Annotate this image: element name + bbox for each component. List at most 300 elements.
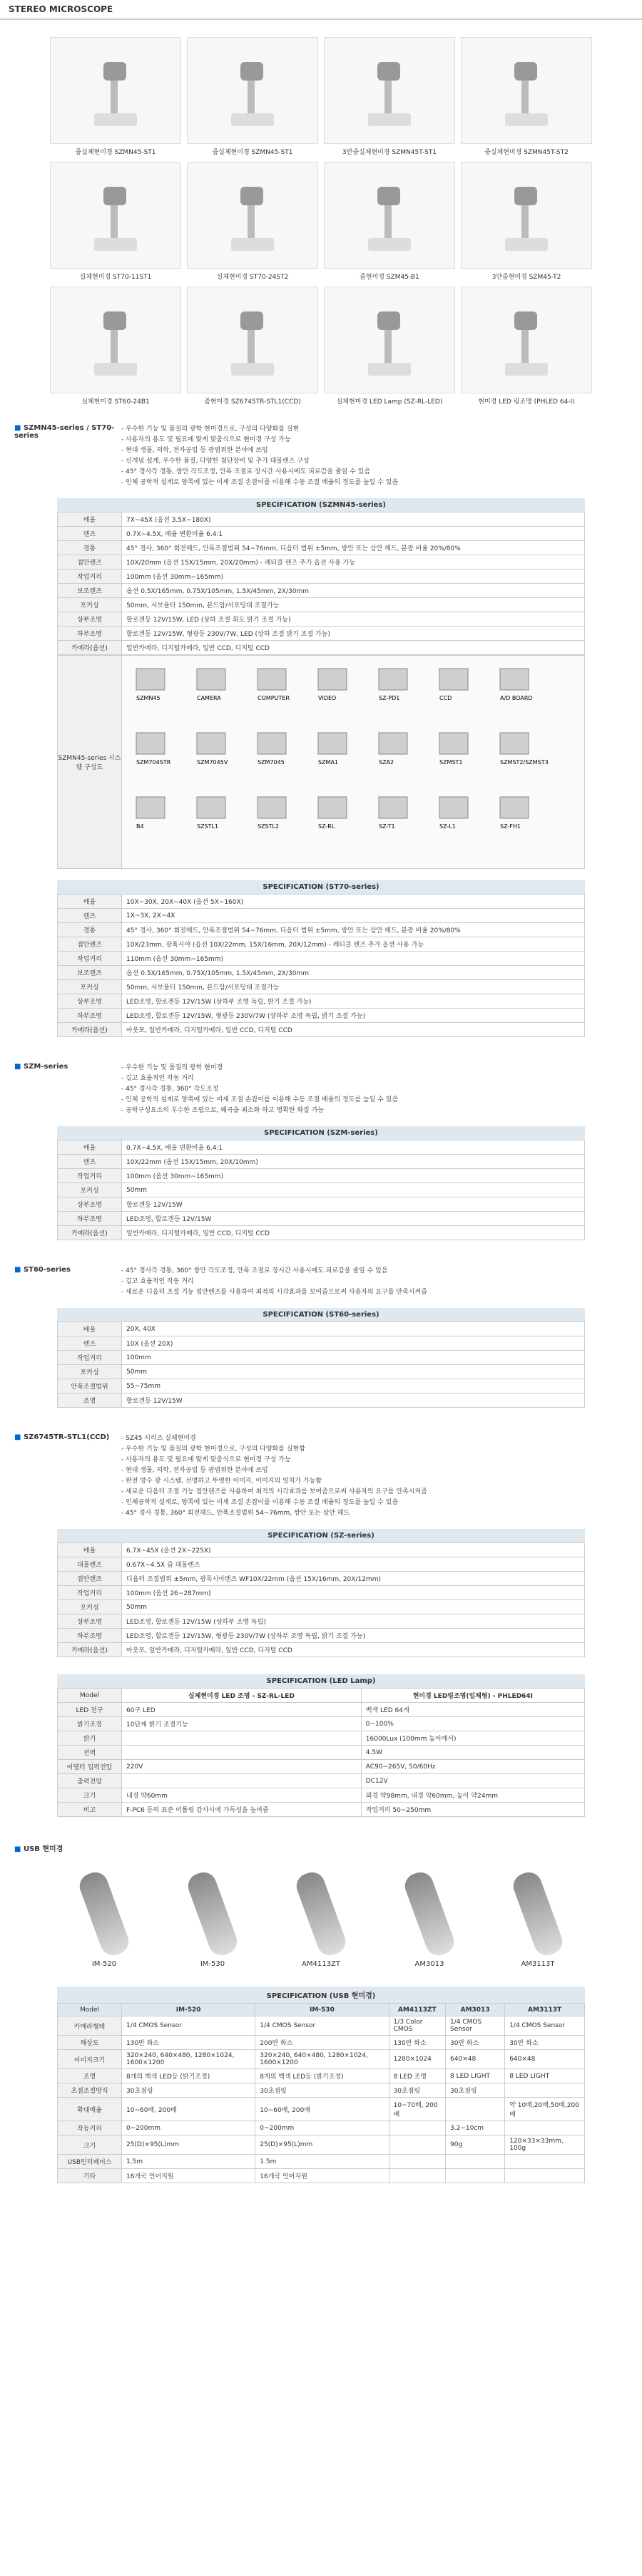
diagram-component-icon <box>439 797 468 818</box>
diagram-component-icon <box>258 733 286 754</box>
microscope-icon <box>91 55 141 126</box>
spec-value: 1.5m <box>255 2155 389 2169</box>
microscope-base <box>94 363 137 376</box>
spec-row <box>58 2121 585 2135</box>
spec-value: DC12V <box>361 1774 584 1788</box>
diagram-component-icon <box>379 733 407 754</box>
microscope-icon <box>365 304 414 376</box>
diagram-component-label: SZ-L1 <box>439 823 456 830</box>
bullet-line: - 새로운 디옵터 조절 기능 접안렌즈를 사용하여 최적의 시각효과를 보여줌으로써 사용자의 요구를 만족시켜줌 <box>121 1488 427 1495</box>
spec-value: 50mm <box>122 1183 585 1197</box>
section-usb <box>0 1831 642 1856</box>
spec-value: 16개국 언어지원 <box>122 2169 255 2183</box>
usb-item <box>278 1867 364 1968</box>
bullet-line: - 길고 효율적인 작동 거리 <box>121 1075 194 1082</box>
spec-value: 20X, 40X <box>122 1322 585 1336</box>
product-caption: 현미경 LED 링조명 (PHLED 64-I) <box>478 398 575 406</box>
spec-value: 0.7X~4.5X, 배율 변환비율 6.4:1 <box>122 1140 585 1155</box>
diagram-component-label: CAMERA <box>197 695 221 701</box>
diagram-component-icon <box>197 669 225 690</box>
diagram-component-icon <box>439 733 468 754</box>
product-card <box>461 37 592 156</box>
spec-key: 하부조명 <box>58 627 122 641</box>
spec-key: 밝기조정 <box>58 1717 122 1731</box>
usb-caption: IM-520 <box>91 1960 117 1968</box>
spec-value: 8 LED LIGHT <box>446 2069 505 2083</box>
product-card <box>50 37 181 156</box>
usb-item <box>495 1867 581 1968</box>
spec-value <box>505 2169 585 2183</box>
microscope-head <box>377 62 400 81</box>
spec-value: 100mm (옵션 30mm~165mm) <box>122 570 585 584</box>
diagram-component-label: COMPUTER <box>258 695 290 701</box>
spec-header: AM4113ZT <box>389 2004 445 2016</box>
spec-value: 30초점링 <box>255 2083 389 2098</box>
diagram-component-icon <box>197 733 225 754</box>
spec-key: 포커싱 <box>58 598 122 612</box>
spec-value: 할로겐등 12V/15W, LED (상하 조절 휘도 밝기 조절 가능) <box>122 612 585 627</box>
spec-value <box>122 1774 362 1788</box>
diagram-component-label: SZSTL1 <box>197 823 219 830</box>
spec-row <box>58 1023 585 1037</box>
microscope-head <box>103 311 126 330</box>
spec-key: 이미지크기 <box>58 2050 122 2069</box>
spec-row <box>58 1169 585 1183</box>
spec-value: 6.7X~45X (옵션 2X~225X) <box>122 1543 585 1557</box>
spec-value: 8 LED 조명 <box>389 2069 445 2083</box>
spec-value: 60구 LED <box>122 1703 362 1717</box>
spec-value <box>446 2169 505 2183</box>
spec-value: 640×48 <box>446 2050 505 2069</box>
spec-value: 1/4 CMOS Sensor <box>446 2016 505 2036</box>
diagram-component-label: SZ-PD1 <box>379 695 400 701</box>
series-title: ■ SZ6745TR-STL1(CCD) <box>14 1433 121 1519</box>
spec-key: 크기 <box>58 2135 122 2155</box>
spec-title: SPECIFICATION (SZMN45-series) <box>57 498 585 512</box>
microscope-head <box>103 62 126 81</box>
spec-key: 경통 <box>58 541 122 555</box>
spec-key: 상부조명 <box>58 994 122 1009</box>
spec-value: 아웃포, 일반카메라, 디지털카메라, 일반 CCD, 디지털 CCD <box>122 1023 585 1037</box>
bullet-line: - 45° 경사각 경통, 360° 쌍안 각도조정, 안폭 조절로 장시간 사용시에도 피로감을 줄일 수 있음 <box>121 1267 388 1274</box>
spec-value: LED조명, 할로겐등 12V/15W (상하부 조명 독립, 밝기 조절 가능) <box>122 994 585 1009</box>
spec-header-row <box>58 1689 585 1703</box>
diagram-component-icon <box>500 797 529 818</box>
spec-value: 내경 약60mm <box>122 1788 362 1803</box>
spec-value: 0~200mm <box>122 2121 255 2135</box>
spec-header: AM3113T <box>505 2004 585 2016</box>
spec-key: LED 전구 <box>58 1703 122 1717</box>
spec-value: 30초점링 <box>446 2083 505 2098</box>
diagram-component-label: B4 <box>136 823 144 830</box>
spec-row <box>58 641 585 655</box>
spec-row <box>58 980 585 994</box>
spec-key: 렌즈 <box>58 1336 122 1351</box>
microscope-base <box>231 238 274 251</box>
bullet-line: - 인체공학적 설계로, 양쪽에 있는 미세 조절 손잡이를 이용해 수동 조절 배율의 정도를 높일 수 있음 <box>121 1499 399 1506</box>
spec-row <box>58 909 585 923</box>
spec-row <box>58 1703 585 1717</box>
product-image <box>324 287 455 393</box>
section-szmn <box>0 413 642 491</box>
spec-title: SPECIFICATION (SZM-series) <box>57 1126 585 1140</box>
spec-value: 10X/22mm (옵션 15X/15mm, 20X/10mm) <box>122 1155 585 1169</box>
microscope-icon <box>365 180 414 251</box>
spec-key: 포커싱 <box>58 1365 122 1379</box>
spec-key: 보조렌즈 <box>58 966 122 980</box>
microscope-head <box>377 187 400 205</box>
bullet-line: - 신개념 설계, 우수한 품질, 다양한 첨단장비 및 추가 대물렌즈 구성 <box>121 458 310 465</box>
usb-microscope-icon <box>402 1869 458 1959</box>
spec-title: SPECIFICATION (LED Lamp) <box>57 1674 585 1688</box>
spec-row <box>58 1643 585 1657</box>
spec-value: 10~60배, 200배 <box>255 2098 389 2121</box>
spec-value: 1/4 CMOS Sensor <box>505 2016 585 2036</box>
spec-value: 100mm <box>122 1351 585 1365</box>
microscope-icon <box>501 55 551 126</box>
spec-key: 초점조절방식 <box>58 2083 122 2098</box>
microscope-icon <box>91 304 141 376</box>
microscope-icon <box>91 180 141 251</box>
diagram-svg <box>122 656 584 868</box>
bullet-line: - 공학구성요소의 우수한 조립으로, 왜곡을 최소화 하고 명확한 화질 가능 <box>121 1107 324 1114</box>
product-image <box>187 162 318 269</box>
microscope-base <box>505 113 548 126</box>
spec-row <box>58 1572 585 1586</box>
product-card <box>50 287 181 406</box>
spec-key: 렌즈 <box>58 1155 122 1169</box>
usb-microscope-icon <box>76 1869 133 1959</box>
spec-table <box>57 2003 585 2183</box>
spec-row <box>58 1155 585 1169</box>
product-card <box>50 162 181 281</box>
diagram-component-icon <box>136 669 165 690</box>
spec-value: 1/4 CMOS Sensor <box>255 2016 389 2036</box>
diagram-component-label: CCD <box>439 695 452 701</box>
spec-value: F-PC6 등의 표준 미톨링 감사시에 가득성을 높여줌 <box>122 1803 362 1817</box>
spec-row <box>58 1183 585 1197</box>
spec-row <box>58 1717 585 1731</box>
spec-value <box>505 2083 585 2098</box>
spec-key: 작업거리 <box>58 1169 122 1183</box>
bullet-line: - 완전 방수 광 시스템, 선명하고 뚜렷한 이미지, 이미지의 일치가 가능함 <box>121 1478 322 1485</box>
spec-row <box>58 1197 585 1212</box>
spec-key: 보조렌즈 <box>58 584 122 598</box>
spec-value: 30만 화소 <box>446 2036 505 2050</box>
spec-value: 백색 LED 64개 <box>361 1703 584 1717</box>
diagram-component-label: SZM7045 <box>258 759 285 766</box>
spec-value: 작업거리 50~250mm <box>361 1803 584 1817</box>
diagram-component-icon <box>136 733 165 754</box>
diagram-component-label: SZ-FH1 <box>500 823 521 830</box>
spec-row <box>58 2050 585 2069</box>
spec-row <box>58 598 585 612</box>
microscope-head <box>514 187 537 205</box>
microscope-base <box>368 363 411 376</box>
spec-header: IM-530 <box>255 2004 389 2016</box>
microscope-base <box>231 363 274 376</box>
page-title: STEREO MICROSCOPE <box>0 0 642 20</box>
spec-key: 포커싱 <box>58 1600 122 1614</box>
spec-row <box>58 2155 585 2169</box>
spec-header: 현미경 LED링조명(일체형) - PHLED64I <box>361 1689 584 1703</box>
usb-image <box>387 1867 472 1960</box>
spec-value: 50mm <box>122 1600 585 1614</box>
spec-value: 10단계 밝기 조절기능 <box>122 1717 362 1731</box>
spec-value <box>389 2121 445 2135</box>
spec-key: 렌즈 <box>58 909 122 923</box>
diagram-component-icon <box>318 669 347 690</box>
spec-row <box>58 2069 585 2083</box>
spec-value <box>389 2155 445 2169</box>
spec-header: IM-520 <box>122 2004 255 2016</box>
spec-value: 1/3 Color CMOS <box>389 2016 445 2036</box>
spec-key: 포커싱 <box>58 980 122 994</box>
spec-row <box>58 1212 585 1226</box>
series-bullets <box>121 1063 628 1116</box>
product-card <box>187 287 318 406</box>
spec-row <box>58 966 585 980</box>
product-caption: 3안줌실체현미경 SZMN45T-ST1 <box>342 149 437 156</box>
spec-title: SPECIFICATION (ST70-series) <box>57 880 585 894</box>
diagram-component-icon <box>318 797 347 818</box>
usb-item <box>61 1867 147 1968</box>
product-caption: 실체현미경 ST70-11ST1 <box>79 274 152 281</box>
spec-value: 0.7X~4.5X, 배율 변환비율 6.4:1 <box>122 527 585 541</box>
bullet-line: - 현대 생물, 의학, 전자공업 등 광범위한 분야에 쓰임 <box>121 1467 268 1474</box>
diagram-component-label: SZ-RL <box>318 823 335 830</box>
spec-value: 10X (옵션 20X) <box>122 1336 585 1351</box>
bullet-line: - 45° 경사각 경통, 360° 각도조정 <box>121 1086 219 1093</box>
spec-key: 대물렌즈 <box>58 1557 122 1572</box>
spec-value: 일반카메라, 디지털카메라, 일반 CCD, 디지털 CCD <box>122 641 585 655</box>
usb-caption: AM4113ZT <box>302 1960 340 1968</box>
usb-item <box>387 1867 472 1968</box>
usb-caption: IM-530 <box>200 1960 225 1968</box>
spec-row <box>58 512 585 527</box>
spec-row <box>58 1393 585 1408</box>
spec-value: 10~70배, 200배 <box>389 2098 445 2121</box>
diagram-component-icon <box>500 669 529 690</box>
spec-value: 외경 약98mm, 내경 약60mm, 높이 약24mm <box>361 1788 584 1803</box>
spec-value <box>505 2155 585 2169</box>
spec-value: 3.2~10cm <box>446 2121 505 2135</box>
spec-value: 110mm (옵션 30mm~165mm) <box>122 952 585 966</box>
spec-row <box>58 2016 585 2036</box>
product-card <box>324 37 455 156</box>
spec-table <box>57 1542 585 1657</box>
series-bullets <box>121 1266 628 1298</box>
spec-value: 120×33×33mm, 100g <box>505 2135 585 2155</box>
spec-value: 25(D)×95(L)mm <box>255 2135 389 2155</box>
usb-image <box>495 1867 581 1960</box>
spec-value <box>446 2098 505 2121</box>
spec-row <box>58 1629 585 1643</box>
series-title: ■ ST60-series <box>14 1266 121 1298</box>
spec-key: 배율 <box>58 1543 122 1557</box>
diagram-component-icon <box>258 797 286 818</box>
spec-key: 출력전압 <box>58 1774 122 1788</box>
spec-value: 10~60배, 200배 <box>122 2098 255 2121</box>
spec-row <box>58 1746 585 1760</box>
spec-value: 0~100% <box>361 1717 584 1731</box>
spec-row <box>58 2098 585 2121</box>
spec-value: 1280×1024 <box>389 2050 445 2069</box>
microscope-head <box>240 311 263 330</box>
spec-key: 배율 <box>58 1322 122 1336</box>
spec-value: 50mm, 서보플터 150mm, 본드암/서포팅대 조절가능 <box>122 980 585 994</box>
spec-row <box>58 2036 585 2050</box>
spec-key: USB인터페이스 <box>58 2155 122 2169</box>
usb-microscope-icon <box>293 1869 350 1959</box>
spec-table <box>57 512 585 655</box>
series-title: ■ SZMN45-series / ST70-series <box>14 424 121 488</box>
spec-key: 상부조명 <box>58 612 122 627</box>
bullet-line: - 사용자의 용도 및 필요에 맞게 맞춤식으로 현미경 구성 가능 <box>121 1456 291 1463</box>
bullet-line: - 우수한 기능 및 품질의 광학 현미경 <box>121 1064 223 1071</box>
diagram-component-icon <box>379 669 407 690</box>
spec-value: 130만 화소 <box>122 2036 255 2050</box>
spec-value: 10X~30X, 20X~40X (옵션 5X~160X) <box>122 895 585 909</box>
spec-value: 옵션 0.5X/165mm, 0.75X/105mm, 1.5X/45mm, 2X/30mm <box>122 966 585 980</box>
microscope-head <box>240 187 263 205</box>
product-grid <box>0 20 642 413</box>
spec-row <box>58 1336 585 1351</box>
product-caption: 실체현미경 ST60-24B1 <box>81 398 150 406</box>
spec-value: 640×48 <box>505 2050 585 2069</box>
spec-table <box>57 1322 585 1408</box>
spec-value: 50mm <box>122 1365 585 1379</box>
spec-table <box>57 1688 585 1817</box>
microscope-head <box>514 311 537 330</box>
spec-value: 디옵터 조절범위 ±5mm, 광폭시야렌즈 WF10X/22mm (옵션 15X/16mm, 20X/12mm) <box>122 1572 585 1586</box>
product-image <box>50 162 181 269</box>
microscope-base <box>505 363 548 376</box>
spec-row <box>58 627 585 641</box>
bullet-line: - 인체 공학적 설계로 양쪽에 있는 미세 조절 손잡이를 이용해 수동 조절 배율의 정도를 높일 수 있음 <box>121 479 399 486</box>
spec-key: 접안렌즈 <box>58 937 122 952</box>
spec-header: 실체현미경 LED 조명 - SZ-RL-LED <box>122 1689 362 1703</box>
spec-row <box>58 1226 585 1240</box>
spec-row <box>58 1788 585 1803</box>
microscope-base <box>94 113 137 126</box>
product-caption: 3안줌현미경 SZM45-T2 <box>491 274 561 281</box>
spec-value: 8개의 백색 LED등 (밝기조정) <box>255 2069 389 2083</box>
spec-key: 작업거리 <box>58 1351 122 1365</box>
spec-key: 하부조명 <box>58 1009 122 1023</box>
spec-row <box>58 1731 585 1746</box>
series-bullets <box>121 424 628 488</box>
product-card <box>324 162 455 281</box>
diagram-component-label: VIDEO <box>318 695 337 701</box>
spec-value: 130만 화소 <box>389 2036 445 2050</box>
spec-value: 8개의 백색 LED등 (밝기조정) <box>122 2069 255 2083</box>
spec-header: Model <box>58 1689 122 1703</box>
spec-value: LED조명, 할로겐등 12V/15W <box>122 1212 585 1226</box>
diagram-component-label: SZMST2/SZMST3 <box>500 759 549 766</box>
usb-image <box>61 1867 147 1960</box>
diagram-canvas <box>122 656 584 868</box>
spec-key: 카메라(옵션) <box>58 1023 122 1037</box>
spec-value: 30만 화소 <box>505 2036 585 2050</box>
spec-value: 할로겐등 12V/15W <box>122 1393 585 1408</box>
spec-title: SPECIFICATION (ST60-series) <box>57 1308 585 1322</box>
spec-key: 배율 <box>58 1140 122 1155</box>
bullet-line: - 45° 경사각 경통, 쌍안 각도조정, 안폭 조절로 장시간 사용시에도 피로감을 줄일 수 있음 <box>121 468 371 475</box>
section-sz <box>0 1422 642 1522</box>
spec-value: LED조명, 할로겐등 12V/15W, 형광등 230V/7W (상하부 조명 독립, 밝기 조절 가능) <box>122 1629 585 1643</box>
spec-value: LED조명, 할로겐등 12V/15W (상하부 조명 독립) <box>122 1614 585 1629</box>
spec-value: 할로겐등 12V/15W, 형광등 230V/7W, LED (상하 조절 밝기 조절 가능) <box>122 627 585 641</box>
spec-value: AC90~265V, 50/60Hz <box>361 1760 584 1774</box>
spec-row <box>58 2135 585 2155</box>
spec-header: Model <box>58 2004 122 2016</box>
spec-key: 작업거리 <box>58 952 122 966</box>
spec-key: 작업거리 <box>58 570 122 584</box>
system-diagram <box>57 655 585 869</box>
spec-row <box>58 584 585 598</box>
spec-value: 50mm, 서보플터 150mm, 본드암/서포팅대 조절가능 <box>122 598 585 612</box>
spec-row <box>58 1009 585 1023</box>
microscope-icon <box>365 55 414 126</box>
product-image <box>461 37 592 144</box>
spec-row <box>58 923 585 937</box>
microscope-icon <box>228 55 277 126</box>
microscope-icon <box>228 304 277 376</box>
spec-row <box>58 1379 585 1393</box>
spec-value <box>505 2121 585 2135</box>
spec-value: 옵션 0.5X/165mm, 0.75X/105mm, 1.5X/45mm, 2X/30mm <box>122 584 585 598</box>
usb-microscope-icon <box>510 1869 566 1959</box>
product-card <box>461 287 592 406</box>
usb-item <box>170 1867 255 1968</box>
diagram-component-icon <box>318 733 347 754</box>
spec-header: AM3013 <box>446 2004 505 2016</box>
microscope-icon <box>501 304 551 376</box>
spec-value: 1/4 CMOS Sensor <box>122 2016 255 2036</box>
product-image <box>461 287 592 393</box>
spec-value: 아웃포, 일반카메라, 디지털카메라, 일반 CCD, 디지털 CCD <box>122 1643 585 1657</box>
product-caption: 줌현미경 SZ6745TR-STL1(CCD) <box>204 398 301 406</box>
spec-value: 90g <box>446 2135 505 2155</box>
product-image <box>50 37 181 144</box>
diagram-component-label: SZMN45 <box>136 695 160 701</box>
diagram-component-label: SZSTL2 <box>258 823 280 830</box>
spec-row <box>58 1351 585 1365</box>
spec-value: 1X~3X, 2X~4X <box>122 909 585 923</box>
spec-row <box>58 541 585 555</box>
spec-row <box>58 1614 585 1629</box>
spec-value <box>122 1731 362 1746</box>
spec-table <box>57 1140 585 1240</box>
bullet-line: - 현대 생물, 의학, 전자공업 등 광범위한 분야에 쓰임 <box>121 447 268 454</box>
product-card <box>187 37 318 156</box>
spec-value: 25(D)×95(L)mm <box>122 2135 255 2155</box>
diagram-component-label: SZ-T1 <box>379 823 395 830</box>
spec-value: 1.5m <box>122 2155 255 2169</box>
spec-row <box>58 1322 585 1336</box>
product-caption: 줌현미경 SZM45-B1 <box>360 274 419 281</box>
usb-image <box>170 1867 255 1960</box>
spec-value: 45° 경사, 360° 회전헤드, 안폭조절범위 54~76mm, 디옵터 범위 ±5mm, 쌍안 또는 삼안 헤드, 분광 비율 20%/80% <box>122 541 585 555</box>
section-szm <box>0 1051 642 1119</box>
spec-key: 전력 <box>58 1746 122 1760</box>
spec-key: 확대배율 <box>58 2098 122 2121</box>
bullet-line: - 길고 효율적인 작동 거리 <box>121 1278 194 1285</box>
spec-key: 크기 <box>58 1788 122 1803</box>
spec-value: 220V <box>122 1760 362 1774</box>
spec-key: 접안렌즈 <box>58 1572 122 1586</box>
